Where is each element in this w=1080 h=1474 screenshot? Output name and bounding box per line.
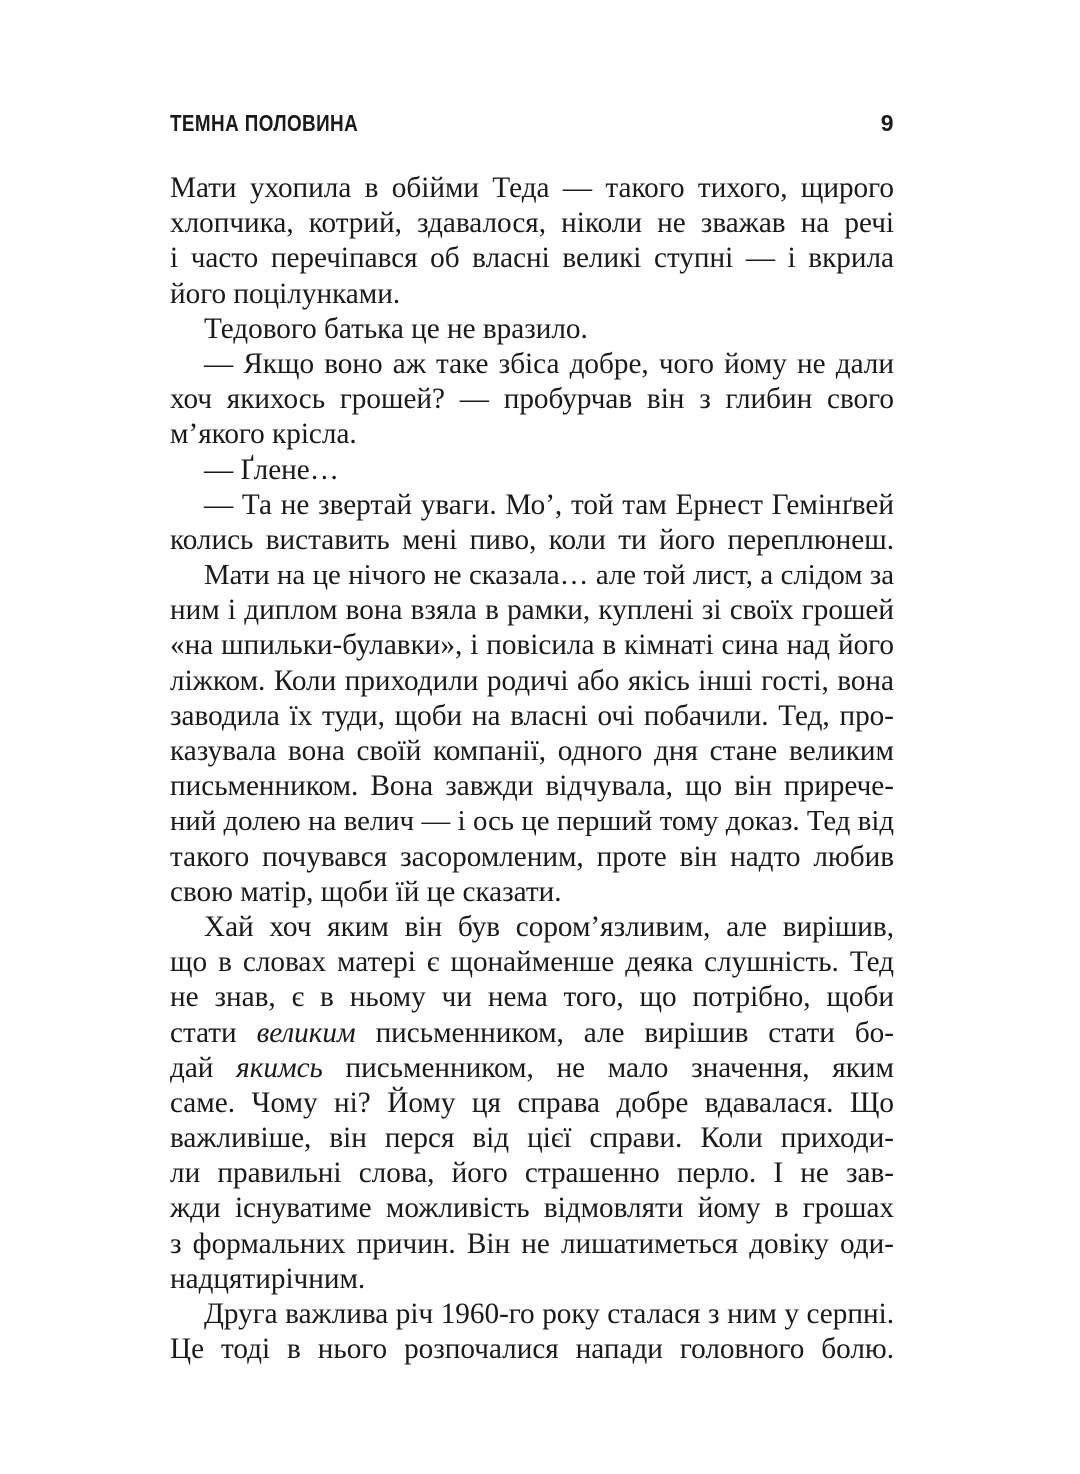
- page-number: 9: [880, 110, 894, 136]
- text-line: надцятирічним.: [170, 1262, 366, 1295]
- text-line: з формальних причин. Він не лишатиметься довіку оди-: [170, 1227, 894, 1260]
- book-title: ТЕМНА ПОЛОВИНА: [170, 110, 359, 136]
- text-line: ли правильні слова, його страшенно перло. І не зав-: [170, 1157, 894, 1190]
- text-line: Мати на це нічого не сказала… але той лист, а слідом за: [204, 559, 894, 592]
- italic-word: великим: [256, 1016, 356, 1049]
- text-line: — Якщо воно аж таке збіса добре, чого йому не дали: [204, 347, 894, 380]
- text-line: письменником. Вона завжди відчувала, що він приречe-: [170, 770, 894, 803]
- text-line: ним і диплом вона взяла в рамки, куплені зі своїх грошей: [170, 594, 894, 627]
- text-line: заводила їх туди, щоби на власні очі побачили. Тед, про-: [170, 699, 894, 732]
- text-line: колись виставить мені пиво, коли ти його переплюнеш.: [170, 523, 894, 556]
- text-line: дай якимсь письменником, не мало значення, яким: [170, 1051, 894, 1084]
- text-line: важливіше, він перся від цієї справи. Коли приходи-: [170, 1122, 894, 1155]
- text-line: Це тоді в нього розпочалися напади головного болю.: [170, 1333, 894, 1366]
- italic-word: якимсь: [236, 1051, 323, 1084]
- text-line: хоч якихось грошей? — пробурчав він з глибин свого: [170, 383, 894, 416]
- text-line: «на шпильки-булавки», і повісила в кімнаті сина над його: [170, 629, 894, 662]
- text-line: Тедового батька це не вразило.: [204, 312, 588, 345]
- text-line: саме. Чому ні? Йому ця справа добре вдавалася. Що: [170, 1086, 894, 1119]
- text-line: м’якого крісла.: [170, 418, 357, 451]
- text-line: хлопчика, котрий, здавалося, ніколи не зважав на речі: [170, 207, 894, 240]
- text-line: Мати ухопила в обійми Теда — такого тихого, щирого: [170, 172, 894, 204]
- text-line: свою матір, щоби їй це сказати.: [170, 875, 562, 908]
- text-line: казувала вона своїй компанії, одного дня стане великим: [170, 735, 894, 767]
- text-line: Друга важлива річ 1960-го року сталася з ним у серпні.: [204, 1298, 894, 1330]
- text-line: стати великим письменником, але вирішив стати бо-: [170, 1016, 894, 1049]
- text-line: і часто перечіпався об власні великі ступні — і вкрила: [170, 242, 894, 275]
- running-head: [170, 110, 894, 140]
- text-line: що в словах матері є щонайменше деяка слушність. Тед: [170, 946, 894, 979]
- text-line: — Ґлене…: [204, 453, 339, 486]
- text-line: — Та не звертай уваги. Мо’, той там Ернест Гемінґвей: [204, 488, 894, 521]
- text-line: не знав, є в ньому чи нема того, що потрібно, щоби: [170, 981, 894, 1014]
- text-line: такого почувався засоромленим, проте він надто любив: [170, 840, 894, 873]
- text-line: Хай хоч яким він був сором’язливим, але вирішив,: [204, 910, 894, 943]
- text-line: його поцілунками.: [170, 277, 401, 310]
- text-line: ний долею на велич — і ось це перший тому доказ. Тед від: [170, 805, 894, 838]
- text-line: ліжком. Коли приходили родичі або якісь інші гості, вона: [170, 664, 894, 697]
- text-line: жди існуватиме можливість відмовляти йому в грошах: [170, 1192, 894, 1225]
- body-text: [170, 171, 894, 1367]
